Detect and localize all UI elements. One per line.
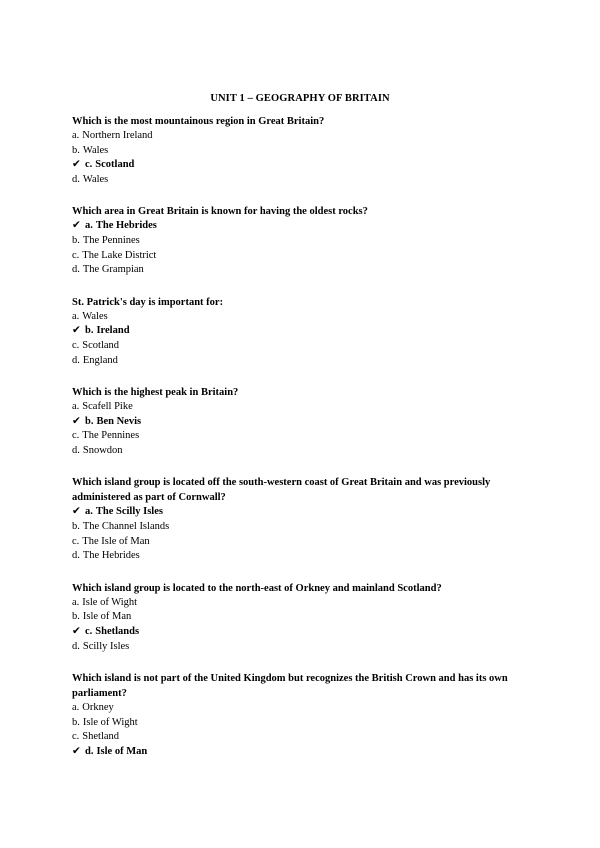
option-text: The Pennines [82,430,140,442]
option-letter: c. [72,340,80,352]
page-title: UNIT 1 – GEOGRAPHY OF BRITAIN [210,93,390,104]
answer-option-correct [72,219,532,234]
answer-option [72,716,532,731]
question-text: Which island is not part of the United Kingdom but recognizes the British Crown and has its own parliament? [72,672,508,699]
checkmark-icon: ✔ [72,220,81,232]
answer-option [72,549,532,564]
option-text: Wales [82,144,109,156]
option-letter: d. [72,174,80,186]
answer-option [72,339,532,354]
answer-option [72,144,532,159]
question-block [72,204,532,278]
option-text: Wales [82,174,109,186]
answer-option [72,354,532,369]
option-text: Wales [82,310,108,322]
option-text: Shetlands [95,625,140,637]
option-letter: c. [85,625,93,637]
answer-option [72,310,532,325]
question-block [72,385,532,459]
answer-option [72,444,532,459]
option-letter: b. [72,235,80,247]
question-text: Which area in Great Britain is known for having the oldest rocks? [72,206,368,218]
question-block [72,581,532,655]
option-letter: c. [72,731,80,743]
answer-option [72,129,532,144]
option-text: Snowdon [82,445,123,457]
question-block [72,114,532,188]
option-text: Isle of Man [82,611,132,623]
question-text: Which island group is located to the north-east of Orkney and mainland Scotland? [72,582,442,594]
option-letter: c. [85,159,93,171]
answer-option [72,400,532,415]
answer-option-correct [72,415,532,430]
option-letter: a. [72,701,80,713]
answer-option [72,520,532,535]
checkmark-icon: ✔ [72,625,81,637]
option-text: Scilly Isles [82,640,130,652]
option-text: The Isle of Man [82,535,150,547]
option-letter: d. [72,354,80,366]
question-block [72,295,532,369]
option-letter: b. [72,611,80,623]
option-text: Isle of Wight [82,716,138,728]
question-block [72,671,532,760]
option-letter: c. [72,535,80,547]
answer-option [72,596,532,611]
option-letter: d. [85,745,94,757]
answer-option [72,535,532,550]
option-text: Northern Ireland [82,130,153,141]
option-text: Isle of Man [96,745,148,757]
option-letter: b. [72,144,80,156]
answer-option [72,249,532,264]
option-text: Scotland [95,159,135,171]
question-text: Which is the most mountainous region in Great Britain? [72,116,325,127]
option-text: Ben Nevis [96,415,142,427]
checkmark-icon: ✔ [72,506,81,518]
answer-option [72,640,532,655]
question-list [72,114,532,776]
option-letter: b. [72,520,80,532]
answer-option-correct [72,324,532,339]
answer-option-correct [72,158,532,173]
option-text: Scafell Pike [82,400,133,412]
option-text: England [82,354,118,366]
answer-option-correct [72,505,532,520]
question-text: St. Patrick's day is important for: [72,296,224,308]
option-text: The Grampian [82,264,144,276]
answer-option [72,610,532,625]
answer-option-correct [72,745,532,760]
answer-option [72,263,532,278]
answer-option [72,234,532,249]
option-text: The Hebrides [95,220,157,232]
checkmark-icon: ✔ [72,159,81,171]
option-letter: d. [72,264,80,276]
option-letter: d. [72,445,80,457]
answer-option [72,701,532,716]
option-text: The Lake District [82,249,157,261]
checkmark-icon: ✔ [72,325,81,337]
option-letter: b. [85,325,94,337]
option-text: Ireland [96,325,130,337]
answer-option [72,173,532,188]
question-text: Which island group is located off the south-western coast of Great Britain and was previously administered as part of Cornwall? [72,477,491,504]
option-letter: a. [72,596,80,608]
option-letter: b. [72,716,80,728]
answer-option [72,429,532,444]
option-text: Shetland [82,731,120,743]
option-letter: d. [72,640,80,652]
question-text: Which is the highest peak in Britain? [72,386,239,398]
option-text: The Scilly Isles [95,506,163,518]
option-letter: a. [72,130,80,141]
option-text: The Channel Islands [82,520,170,532]
answer-option [72,730,532,745]
option-text: Orkney [82,701,114,713]
option-letter: a. [72,400,80,412]
option-letter: a. [85,220,93,232]
option-letter: c. [72,430,80,442]
option-letter: a. [72,310,80,322]
option-letter: d. [72,550,80,562]
option-text: Scotland [82,340,120,352]
answer-option-correct [72,625,532,640]
option-text: The Pennines [82,235,140,247]
option-text: The Hebrides [82,550,140,562]
option-letter: c. [72,249,80,261]
checkmark-icon: ✔ [72,745,81,757]
option-letter: b. [85,415,94,427]
option-text: Isle of Wight [82,596,138,608]
option-letter: a. [85,506,93,518]
checkmark-icon: ✔ [72,415,81,427]
question-block [72,475,532,564]
